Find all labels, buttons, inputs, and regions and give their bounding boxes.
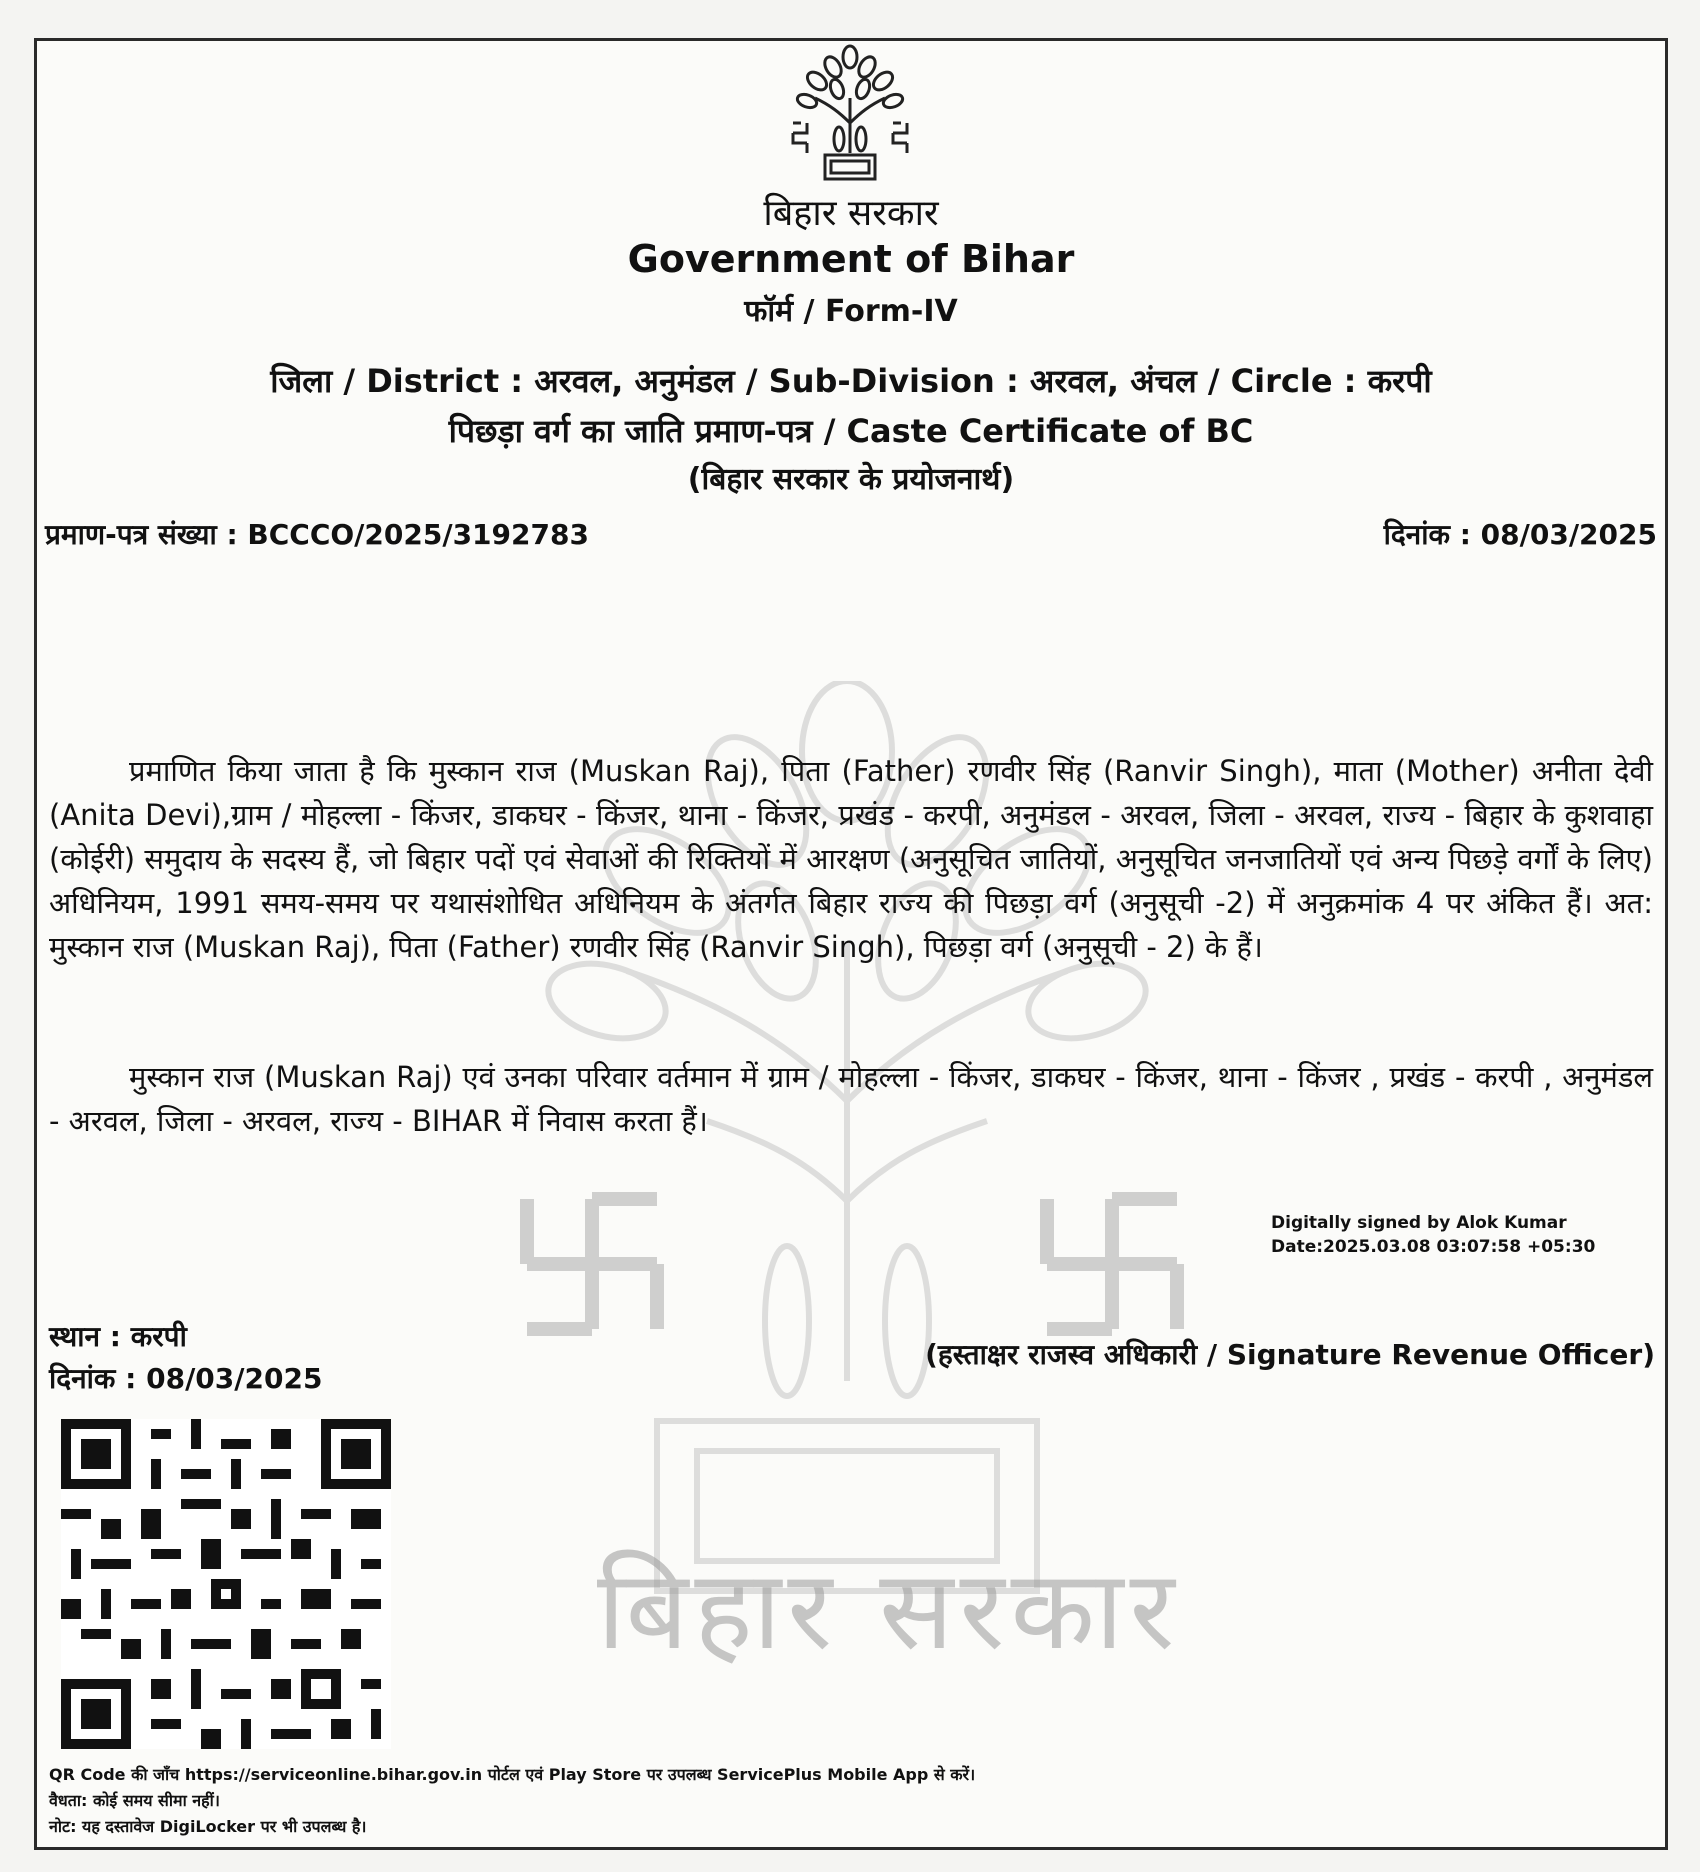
title-hindi: बिहार सरकार — [763, 193, 939, 234]
qr-code-icon[interactable] — [61, 1419, 391, 1749]
form-number: फॉर्म / Form-IV — [744, 294, 958, 329]
footer-qr-note: QR Code की जाँच https://serviceonline.bihar.gov.in पोर्टल एवं Play Store पर उपलब्ध ServicePlus Mobile App से करें। — [49, 1765, 976, 1784]
place-date: दिनांक : 08/03/2025 — [49, 1362, 323, 1395]
watermark-swastika-left-icon — [517, 1189, 667, 1339]
certificate-frame — [34, 38, 1668, 1850]
certificate-paragraph-1: प्रमाणित किया जाता है कि मुस्कान राज (Muskan Raj), पिता (Father) रणवीर सिंह (Ranvir Singh), माता (Mother) अनीता देवी (Anita Devi),ग्राम / मोहल्ला - किंजर, डाकघर - किंजर, थाना - किंजर, प्रखंड - करपी, अनुमंडल - अरवल, जिला - अरवल, राज्य - बिहार के कुशवाहा (कोईरी) समुदाय के सदस्य हैं, जो बिहार पदों एवं सेवाओं की रिक्तियों में आरक्षण (अनुसूचित जातियों, अनुसूचित जनजातियों एवं अन्य पिछड़े वर्गों के लिए) अधिनियम, 1991 समय-समय पर यथासंशोधित अधिनियम के अंतर्गत बिहार राज्य की पिछड़ा वर्ग (अनुसूची -2) में अनुक्रमांक 4 पर अंकित हैं। अत: मुस्कान राज (Muskan Raj), पिता (Father) रणवीर सिंह (Ranvir Singh), पिछड़ा वर्ग (अनुसूची - 2) के हैं। — [49, 754, 1653, 964]
certificate-subtitle: (बिहार सरकार के प्रयोजनार्थ) — [687, 462, 1015, 497]
certificate-number: प्रमाण-पत्र संख्या : BCCCO/2025/3192783 — [45, 518, 589, 551]
watermark-swastika-right-icon — [1037, 1189, 1187, 1339]
title-english: Government of Bihar — [627, 237, 1075, 281]
bihar-emblem-icon — [785, 43, 915, 185]
digital-signature — [1271, 1211, 1595, 1259]
certificate-paragraph-2: मुस्कान राज (Muskan Raj) एवं उनका परिवार वर्तमान में ग्राम / मोहल्ला - किंजर, डाकघर - किंजर, थाना - किंजर , प्रखंड - करपी , अनुमंडल - अरवल, जिला - अरवल, राज्य - BIHAR में निवास करता हैं। — [49, 1060, 1653, 1138]
certificate-date: दिनांक : 08/03/2025 — [1383, 518, 1657, 551]
signature-label: (हस्ताक्षर राजस्व अधिकारी / Signature Revenue Officer) — [925, 1338, 1655, 1371]
certificate-title: पिछड़ा वर्ग का जाति प्रमाण-पत्र / Caste Certificate of BC — [448, 412, 1254, 450]
footer-digilocker-note: नोट: यह दस्तावेज DigiLocker पर भी उपलब्ध है। — [49, 1817, 367, 1836]
footer-validity: वैधता: कोई समय सीमा नहीं। — [49, 1791, 220, 1810]
digital-signature-name: Digitally signed by Alok Kumar — [1271, 1213, 1567, 1233]
watermark-text: बिहार सरकार — [597, 1546, 1181, 1674]
location-line: जिला / District : अरवल, अनुमंडल / Sub-Division : अरवल, अंचल / Circle : करपी — [270, 362, 1432, 400]
digital-signature-date: Date:2025.03.08 03:07:58 +05:30 — [1271, 1237, 1596, 1257]
place: स्थान : करपी — [49, 1320, 187, 1353]
